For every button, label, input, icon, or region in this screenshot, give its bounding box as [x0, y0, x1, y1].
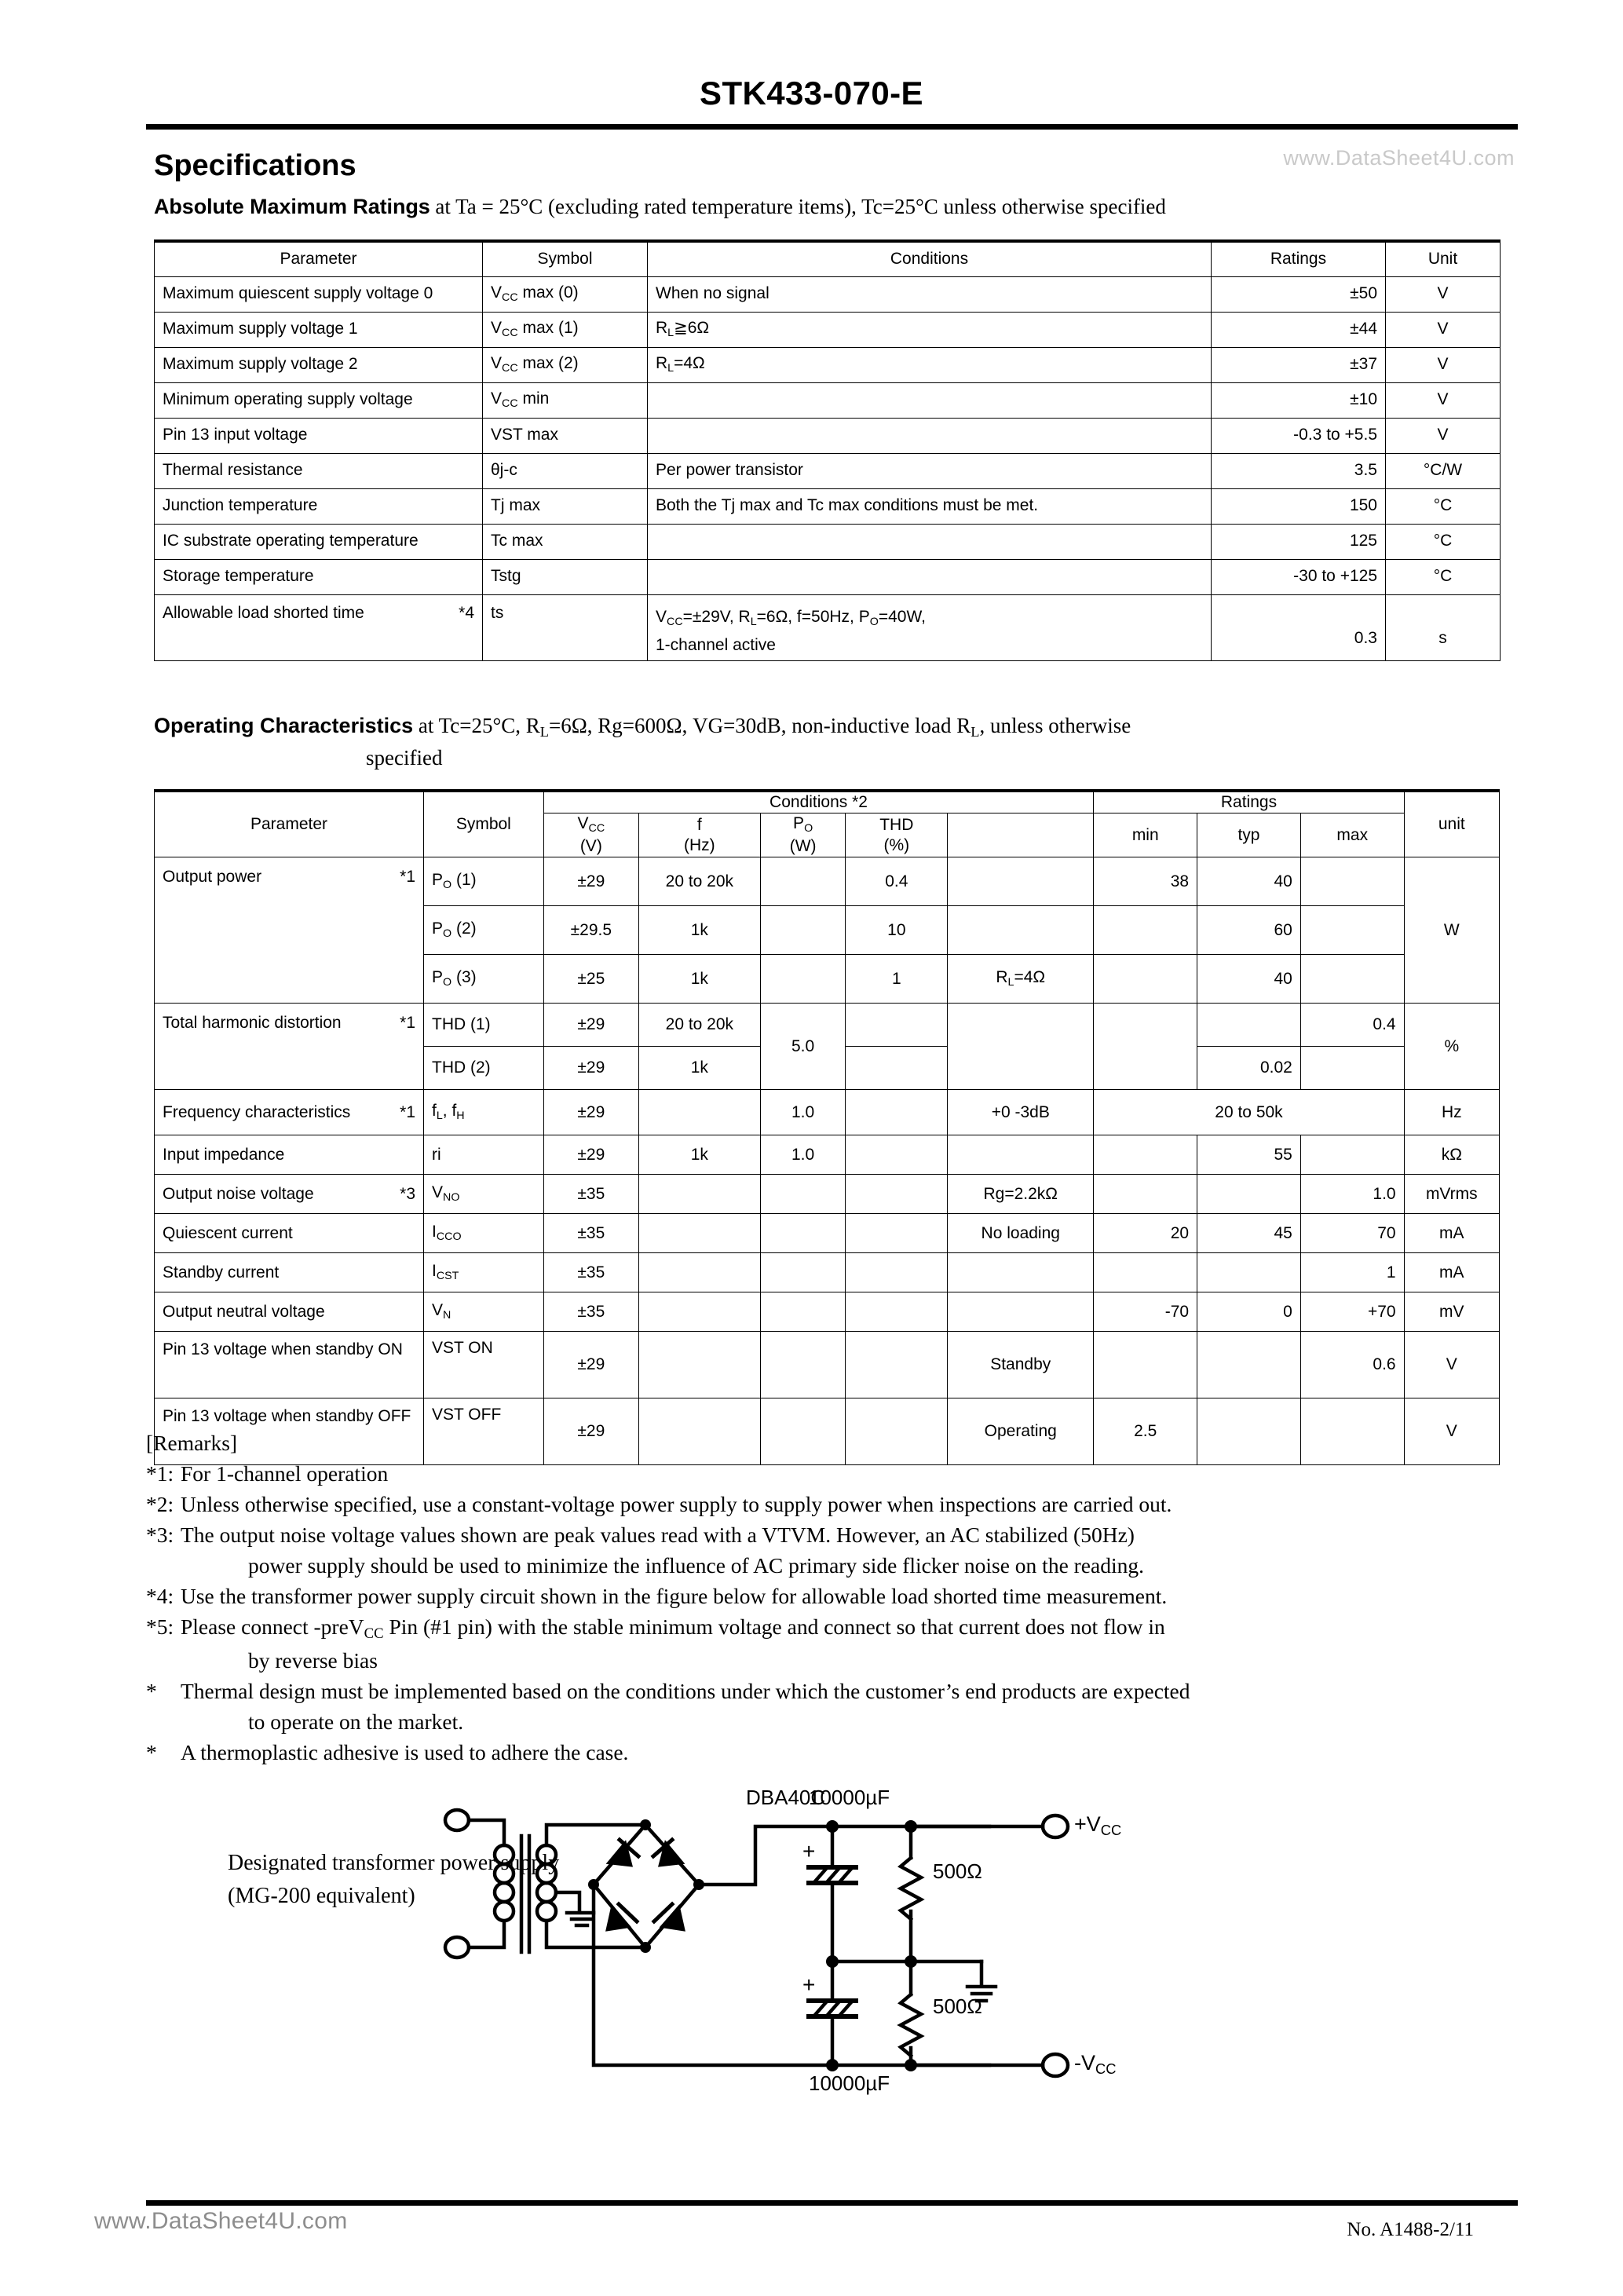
cell-parameter: Frequency characteristics *1 — [155, 1090, 424, 1135]
document-number: No. A1488-2/11 — [1347, 2219, 1474, 2240]
table-row — [155, 418, 1501, 453]
remark-marker: * — [146, 1679, 157, 1704]
cell-thd — [846, 1214, 948, 1253]
cell-typ — [1197, 1253, 1301, 1292]
cell-min: 2.5 — [1094, 1398, 1197, 1465]
cell-min: -70 — [1094, 1292, 1197, 1332]
cell-frequency — [638, 1090, 760, 1135]
cell-frequency: 20 to 20k — [638, 857, 760, 906]
table-header-row-group — [155, 791, 1500, 813]
table-row — [155, 276, 1501, 312]
cell-symbol: θj-c — [483, 453, 648, 488]
cell-frequency: 1k — [638, 955, 760, 1004]
cell-parameter: Output noise voltage *3 — [155, 1175, 424, 1214]
cell-unit: °C — [1386, 488, 1501, 524]
watermark-footer: www.DataSheet4U.com — [94, 2208, 348, 2234]
figure-caption-line2: (MG-200 equivalent) — [228, 1884, 415, 1908]
cell-other-conditions: $R_L=4\Omega$ — [948, 955, 1094, 1004]
table-row — [155, 1004, 1500, 1047]
cell-symbol: ri — [424, 1135, 544, 1175]
cell-other-conditions — [948, 906, 1094, 955]
cell-other-conditions — [948, 857, 1094, 906]
cell-rating: ±37 — [1212, 347, 1386, 382]
table-row — [155, 1332, 1500, 1398]
output-terminal-negative-icon — [1043, 2054, 1068, 2076]
cell-frequency — [638, 1332, 760, 1398]
col-frequency-unit: (Hz) — [684, 835, 715, 854]
cell-conditions — [648, 524, 1212, 559]
cell-max — [1300, 1135, 1404, 1175]
cell-po — [760, 1175, 846, 1214]
table-row — [155, 382, 1501, 418]
remark-item — [146, 1737, 1512, 1768]
col-thd — [846, 813, 948, 857]
cell-unit: mVrms — [1404, 1175, 1499, 1214]
col-symbol: Symbol — [483, 241, 648, 276]
cell-po — [760, 1214, 846, 1253]
cell-max: 70 — [1300, 1214, 1404, 1253]
page-title: STK433-070-E — [700, 75, 923, 112]
oc-condition-text: at Tc=25°C, $R_L=6\Omega$, Rg=600Ω, VG=30dB, non-inductive load $R_L$, unless otherwise — [413, 714, 1131, 740]
remark-item — [146, 1581, 1512, 1611]
cell-conditions — [648, 382, 1212, 418]
cell-symbol: Tj max — [483, 488, 648, 524]
cell-thd — [846, 1292, 948, 1332]
cell-unit: mV — [1404, 1292, 1499, 1332]
transformer-power-supply-figure — [212, 1786, 1311, 2097]
cell-unit: V — [1386, 418, 1501, 453]
cell-symbol: $V_N$ — [424, 1292, 544, 1332]
cell-unit: mA — [1404, 1214, 1499, 1253]
col-symbol: Symbol — [424, 791, 544, 857]
cell-min: 20 — [1094, 1214, 1197, 1253]
table-row — [155, 594, 1501, 660]
col-unit: Unit — [1386, 241, 1501, 276]
cell-symbol: Tc max — [483, 524, 648, 559]
cell-symbol: $V_{CC}$ min — [483, 382, 648, 418]
col-po-symbol: $P_O$ — [793, 814, 813, 835]
remark-text: A thermoplastic adhesive is used to adhere the case. — [181, 1740, 629, 1765]
cell-parameter: Allowable load shorted time *4 — [155, 594, 483, 660]
col-ratings-group: Ratings — [1094, 791, 1404, 813]
cell-symbol: Tstg — [483, 559, 648, 594]
operating-characteristics-heading — [154, 711, 1504, 773]
cell-thd: 1 — [846, 955, 948, 1004]
cell-vcc: ±29.5 — [543, 906, 638, 955]
cell-unit: Hz — [1404, 1090, 1499, 1135]
cell-unit: V — [1386, 347, 1501, 382]
col-thd-symbol: THD — [879, 815, 914, 834]
col-parameter: Parameter — [155, 791, 424, 857]
ground-symbol-secondary — [567, 1913, 594, 1925]
remark-marker: *1: — [146, 1461, 174, 1486]
remark-marker: *5: — [146, 1614, 174, 1640]
col-other-conditions — [948, 813, 1094, 857]
table-row — [155, 488, 1501, 524]
ac-terminal-top-icon — [445, 1810, 469, 1830]
amr-heading-label: Absolute Maximum Ratings — [154, 195, 430, 218]
capacitor-bottom — [809, 2001, 856, 2016]
remark-continuation: by reverse bias — [248, 1648, 378, 1673]
cell-conditions: $R_L=4\Omega$ — [648, 347, 1212, 382]
remark-text: Please connect -preV$_{CC}$ Pin (#1 pin) with the stable minimum voltage and connect so that current does not flow in — [181, 1614, 1165, 1643]
output-terminal-positive-icon — [1043, 1815, 1068, 1837]
cell-symbol: THD (1) — [424, 1004, 544, 1047]
cell-vcc: ±25 — [543, 955, 638, 1004]
cell-min: 38 — [1094, 857, 1197, 906]
cell-symbol: VST max — [483, 418, 648, 453]
resistor-bottom-label: 500Ω — [933, 1994, 982, 2018]
cell-rating: -30 to +125 — [1212, 559, 1386, 594]
col-frequency — [638, 813, 760, 857]
table-row — [155, 453, 1501, 488]
cell-po: 5.0 — [760, 1004, 846, 1090]
cell-rating: 150 — [1212, 488, 1386, 524]
cell-vcc: ±29 — [543, 1398, 638, 1465]
table-row — [155, 1253, 1500, 1292]
cell-other-conditions — [948, 1292, 1094, 1332]
cell-po — [760, 906, 846, 955]
cell-symbol: $P_O$ (3) — [424, 955, 544, 1004]
cell-unit: °C — [1386, 524, 1501, 559]
table-row — [155, 524, 1501, 559]
bridge-rectifier — [594, 1825, 699, 1947]
cell-typ — [1197, 1175, 1301, 1214]
cell-typ — [1197, 1004, 1301, 1047]
cell-other-conditions: Rg=2.2kΩ — [948, 1175, 1094, 1214]
cell-rating: ±10 — [1212, 382, 1386, 418]
remark-marker: * — [146, 1740, 157, 1765]
resistor-top-label: 500Ω — [933, 1859, 982, 1883]
remark-text: Unless otherwise specified, use a constant-voltage power supply to supply power when inspections are carried out. — [181, 1492, 1172, 1517]
absolute-maximum-ratings-table — [154, 239, 1501, 661]
cell-min — [1094, 1004, 1197, 1090]
col-vcc-unit: (V) — [579, 837, 602, 856]
col-conditions: Conditions — [648, 241, 1212, 276]
cell-parameter: Storage temperature — [155, 559, 483, 594]
cell-typ: 55 — [1197, 1135, 1301, 1175]
cell-other-conditions — [948, 1135, 1094, 1175]
cell-vcc: ±35 — [543, 1175, 638, 1214]
cell-po — [760, 857, 846, 906]
cell-conditions: Per power transistor — [648, 453, 1212, 488]
col-conditions-group: Conditions *2 — [543, 791, 1094, 813]
col-min: min — [1094, 813, 1197, 857]
cell-rating: 3.5 — [1212, 453, 1386, 488]
cell-other-conditions: No loading — [948, 1214, 1094, 1253]
cell-unit: °C — [1386, 559, 1501, 594]
cell-conditions: When no signal — [648, 276, 1212, 312]
cell-conditions: $V_{CC}=\pm 29V$, $R_L=6\Omega$, f=50Hz, $P_O=40W$, 1-channel active — [648, 594, 1212, 660]
cell-parameter: Maximum supply voltage 1 — [155, 312, 483, 347]
remark-continuation: to operate on the market. — [248, 1709, 464, 1735]
cell-unit: V — [1404, 1332, 1499, 1398]
remark-item — [146, 1676, 1512, 1737]
absolute-maximum-ratings-heading — [154, 195, 1504, 219]
remark-text: For 1-channel operation — [181, 1461, 389, 1486]
cell-thd — [846, 1047, 948, 1090]
cell-symbol: VST ON — [424, 1332, 544, 1398]
cell-max — [1300, 1047, 1404, 1090]
cell-unit: kΩ — [1404, 1135, 1499, 1175]
cell-vcc: ±29 — [543, 857, 638, 906]
cell-vcc: ±35 — [543, 1253, 638, 1292]
cell-parameter: Junction temperature — [155, 488, 483, 524]
cell-min — [1094, 1175, 1197, 1214]
remark-item — [146, 1519, 1512, 1581]
cell-parameter: Pin 13 input voltage — [155, 418, 483, 453]
table-row — [155, 559, 1501, 594]
cell-vcc: ±29 — [543, 1004, 638, 1047]
cell-frequency: 1k — [638, 906, 760, 955]
table-header-row — [155, 241, 1501, 276]
cell-rating: ±44 — [1212, 312, 1386, 347]
cell-min — [1094, 955, 1197, 1004]
cell-thd — [846, 1332, 948, 1398]
col-typ: typ — [1197, 813, 1301, 857]
cell-typ — [1197, 1332, 1301, 1398]
cell-vcc: ±29 — [543, 1332, 638, 1398]
cell-rating: -0.3 to +5.5 — [1212, 418, 1386, 453]
cell-min — [1094, 906, 1197, 955]
cell-parameter: Output power *1 — [155, 857, 424, 1004]
oc-condition-continued: specified — [366, 745, 443, 770]
cell-symbol: $V_{CC}$ max (2) — [483, 347, 648, 382]
cell-frequency — [638, 1292, 760, 1332]
cell-max — [1300, 857, 1404, 906]
cell-other-conditions: Operating — [948, 1398, 1094, 1465]
cell-po: 1.0 — [760, 1135, 846, 1175]
cell-max: 0.6 — [1300, 1332, 1404, 1398]
cell-symbol: THD (2) — [424, 1047, 544, 1090]
cell-other-conditions — [948, 1004, 1094, 1090]
cell-po: 1.0 — [760, 1090, 846, 1135]
cell-parameter: Thermal resistance — [155, 453, 483, 488]
col-vcc-symbol: $V_{CC}$ — [577, 814, 605, 835]
cell-symbol: $P_O$ (2) — [424, 906, 544, 955]
transformer-primary-coil — [495, 1845, 514, 1921]
table-row — [155, 1175, 1500, 1214]
header-divider — [146, 124, 1518, 130]
cell-unit: °C/W — [1386, 453, 1501, 488]
remark-text: Thermal design must be implemented based on the conditions under which the customer’s end products are expected — [181, 1679, 1190, 1704]
oc-heading-label: Operating Characteristics — [154, 714, 414, 737]
cell-thd — [846, 1004, 948, 1047]
operating-characteristics-table — [154, 789, 1500, 1465]
cell-rating: ±50 — [1212, 276, 1386, 312]
cell-other-conditions: +0 -3dB — [948, 1090, 1094, 1135]
cell-other-conditions: Standby — [948, 1332, 1094, 1398]
watermark-top: www.DataSheet4U.com — [1283, 146, 1515, 170]
remark-text: Use the transformer power supply circuit shown in the figure below for allowable load shorted time measurement. — [181, 1584, 1168, 1609]
capacitor-top-label: 10000µF — [809, 1786, 890, 1809]
bridge-rectifier-label: DBA40C — [746, 1786, 826, 1809]
col-po-unit: (W) — [789, 837, 817, 856]
cell-conditions — [648, 418, 1212, 453]
col-unit: unit — [1404, 791, 1499, 857]
cell-max — [1300, 906, 1404, 955]
cell-vcc: ±35 — [543, 1292, 638, 1332]
cell-max: 1 — [1300, 1253, 1404, 1292]
remarks-section — [146, 1428, 1512, 1768]
table-row — [155, 347, 1501, 382]
cell-symbol: $V_{CC}$ max (0) — [483, 276, 648, 312]
col-frequency-symbol: f — [696, 815, 702, 834]
cell-typ: 0 — [1197, 1292, 1301, 1332]
remark-marker: *2: — [146, 1492, 174, 1517]
cell-unit: s — [1386, 594, 1501, 660]
capacitor-bottom-polarity: + — [802, 1972, 816, 1997]
amr-condition-text: at Ta = 25°C (excluding rated temperature items), Tc=25°C unless otherwise specified — [430, 195, 1166, 218]
cell-conditions: $R_L≧6\Omega$ — [648, 312, 1212, 347]
cell-symbol: $V_{CC}$ max (1) — [483, 312, 648, 347]
col-parameter: Parameter — [155, 241, 483, 276]
footer-divider — [146, 2200, 1518, 2206]
cell-min — [1094, 1135, 1197, 1175]
cell-vcc: ±29 — [543, 1047, 638, 1090]
cell-typ: 40 — [1197, 955, 1301, 1004]
cell-po — [760, 1332, 846, 1398]
cell-unit: V — [1404, 1398, 1499, 1465]
remark-item — [146, 1458, 1512, 1489]
remark-item — [146, 1611, 1512, 1676]
specifications-heading: Specifications — [154, 149, 356, 182]
cell-min — [1094, 1332, 1197, 1398]
cell-unit: % — [1404, 1004, 1499, 1090]
cell-po — [760, 955, 846, 1004]
col-po — [760, 813, 846, 857]
cell-parameter: Total harmonic distortion *1 — [155, 1004, 424, 1090]
cell-thd — [846, 1135, 948, 1175]
cell-symbol: VST OFF — [424, 1398, 544, 1465]
cell-typ: 45 — [1197, 1214, 1301, 1253]
capacitor-top-polarity: + — [802, 1839, 816, 1863]
cell-unit: V — [1386, 276, 1501, 312]
remark-item — [146, 1489, 1512, 1519]
capacitor-top — [809, 1867, 856, 1883]
table-row — [155, 312, 1501, 347]
cell-unit: V — [1386, 382, 1501, 418]
cell-frequency: 1k — [638, 1135, 760, 1175]
cell-symbol: $f_L$, $f_H$ — [424, 1090, 544, 1135]
cell-po — [760, 1253, 846, 1292]
cell-parameter: Output neutral voltage — [155, 1292, 424, 1332]
cell-thd — [846, 1175, 948, 1214]
cell-thd — [846, 1090, 948, 1135]
power-supply-schematic — [440, 1798, 1319, 2097]
output-negative-label: $-V_{CC}$ — [1074, 2051, 1117, 2078]
cell-rating: 125 — [1212, 524, 1386, 559]
table-row — [155, 1214, 1500, 1253]
cell-parameter: Standby current — [155, 1253, 424, 1292]
cell-thd: 0.4 — [846, 857, 948, 906]
table-row — [155, 857, 1500, 906]
cell-po — [760, 1292, 846, 1332]
cell-typ: 0.02 — [1197, 1047, 1301, 1090]
cell-ratings-span: 20 to 50k — [1094, 1090, 1404, 1135]
col-max: max — [1300, 813, 1404, 857]
cell-parameter: Pin 13 voltage when standby ON — [155, 1332, 424, 1398]
remark-continuation: power supply should be used to minimize the influence of AC primary side flicker noise on the reading. — [248, 1553, 1144, 1578]
col-ratings: Ratings — [1212, 241, 1386, 276]
cell-frequency — [638, 1214, 760, 1253]
cell-vcc: ±29 — [543, 1135, 638, 1175]
cell-frequency — [638, 1175, 760, 1214]
cell-parameter: Quiescent current — [155, 1214, 424, 1253]
cell-parameter: IC substrate operating temperature — [155, 524, 483, 559]
remark-marker: *3: — [146, 1523, 174, 1548]
cell-thd: 10 — [846, 906, 948, 955]
cell-min — [1094, 1253, 1197, 1292]
cell-max — [1300, 955, 1404, 1004]
remark-text: The output noise voltage values shown are peak values read with a VTVM. However, an AC stabilized (50Hz) — [181, 1523, 1135, 1548]
col-thd-unit: (%) — [883, 835, 910, 854]
cell-typ: 60 — [1197, 906, 1301, 955]
cell-conditions — [648, 559, 1212, 594]
cell-symbol: ts — [483, 594, 648, 660]
cell-frequency: 20 to 20k — [638, 1004, 760, 1047]
cell-unit: mA — [1404, 1253, 1499, 1292]
cell-symbol: $I_{CST}$ — [424, 1253, 544, 1292]
table-row — [155, 1135, 1500, 1175]
cell-parameter: Maximum quiescent supply voltage 0 — [155, 276, 483, 312]
table-row — [155, 1090, 1500, 1135]
cell-parameter: Input impedance — [155, 1135, 424, 1175]
cell-typ: 40 — [1197, 857, 1301, 906]
cell-vcc: ±29 — [543, 1090, 638, 1135]
cell-max: +70 — [1300, 1292, 1404, 1332]
transformer-secondary-coil — [537, 1845, 556, 1921]
remark-marker: *4: — [146, 1584, 174, 1609]
cell-unit: V — [1386, 312, 1501, 347]
cell-conditions: Both the Tj max and Tc max conditions must be met. — [648, 488, 1212, 524]
cell-unit: W — [1404, 857, 1499, 1004]
cell-parameter: Maximum supply voltage 2 — [155, 347, 483, 382]
cell-other-conditions — [948, 1253, 1094, 1292]
figure-caption-line1: Designated transformer power supply — [228, 1851, 560, 1875]
cell-frequency: 1k — [638, 1047, 760, 1090]
cell-max: 1.0 — [1300, 1175, 1404, 1214]
cell-max: 0.4 — [1300, 1004, 1404, 1047]
remarks-title: [Remarks] — [146, 1431, 238, 1455]
cell-thd — [846, 1253, 948, 1292]
output-positive-label: $+V_{CC}$ — [1074, 1812, 1122, 1839]
cell-symbol: $V_{NO}$ — [424, 1175, 544, 1214]
cell-vcc: ±35 — [543, 1214, 638, 1253]
col-vcc — [543, 813, 638, 857]
cell-frequency — [638, 1253, 760, 1292]
capacitor-bottom-label: 10000µF — [809, 2071, 890, 2095]
cell-symbol: $P_O$ (1) — [424, 857, 544, 906]
cell-symbol: $I_{CCO}$ — [424, 1214, 544, 1253]
ac-terminal-bottom-icon — [445, 1937, 469, 1958]
cell-parameter: Minimum operating supply voltage — [155, 382, 483, 418]
table-row — [155, 1292, 1500, 1332]
cell-rating: 0.3 — [1212, 594, 1386, 660]
cell-parameter: Pin 13 voltage when standby OFF — [155, 1398, 424, 1465]
